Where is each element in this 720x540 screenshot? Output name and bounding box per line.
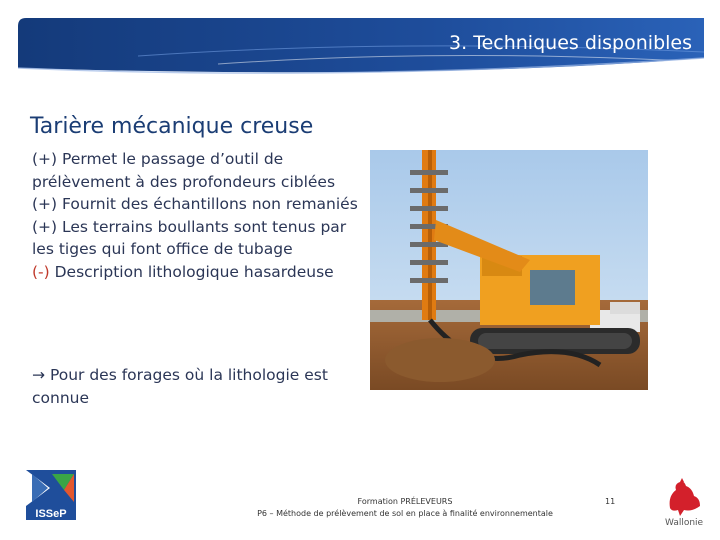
bullet-text: Fournit des échantillons non remaniés [57,195,358,213]
footer-text [230,496,580,520]
conclusion-text [32,364,372,409]
bullet-text: Les terrains boullants sont tenus par les tiges qui font office de tubage [32,217,347,258]
bullet-sign-negative: (-) [32,262,50,281]
slide-title: 3. Techniques disponibles [449,32,692,54]
footer-line-1: Formation PRÉLEVEURS [357,497,453,506]
header-banner [18,18,704,74]
conclusion-label: Pour des forages où la lithologie est connue [32,366,328,407]
isep-logo [26,470,76,520]
bullet-list [32,148,372,283]
bullet-text: Permet le passage d’outil de prélèvement à des profondeurs ciblées [32,150,336,191]
bullet-item [32,148,372,193]
section-heading: Tarière mécanique creuse [30,114,314,139]
drilling-rig-photo [370,150,648,390]
arrow-right-icon: → [32,366,45,384]
footer-line-2: P6 – Méthode de prélèvement de sol en place à finalité environnementale [257,509,553,518]
page-number: 11 [605,497,616,506]
isep-logo-text: ISSeP [35,508,67,520]
bullet-sign: (+) [32,195,58,213]
bullet-text: Description lithologique hasardeuse [49,262,334,281]
wallonie-label: Wallonie [665,518,704,528]
bullet-item [32,193,372,216]
bullet-sign: (+) [32,150,58,168]
bullet-item [32,216,372,261]
bullet-item [32,261,372,284]
bullet-sign: (+) [32,217,58,236]
